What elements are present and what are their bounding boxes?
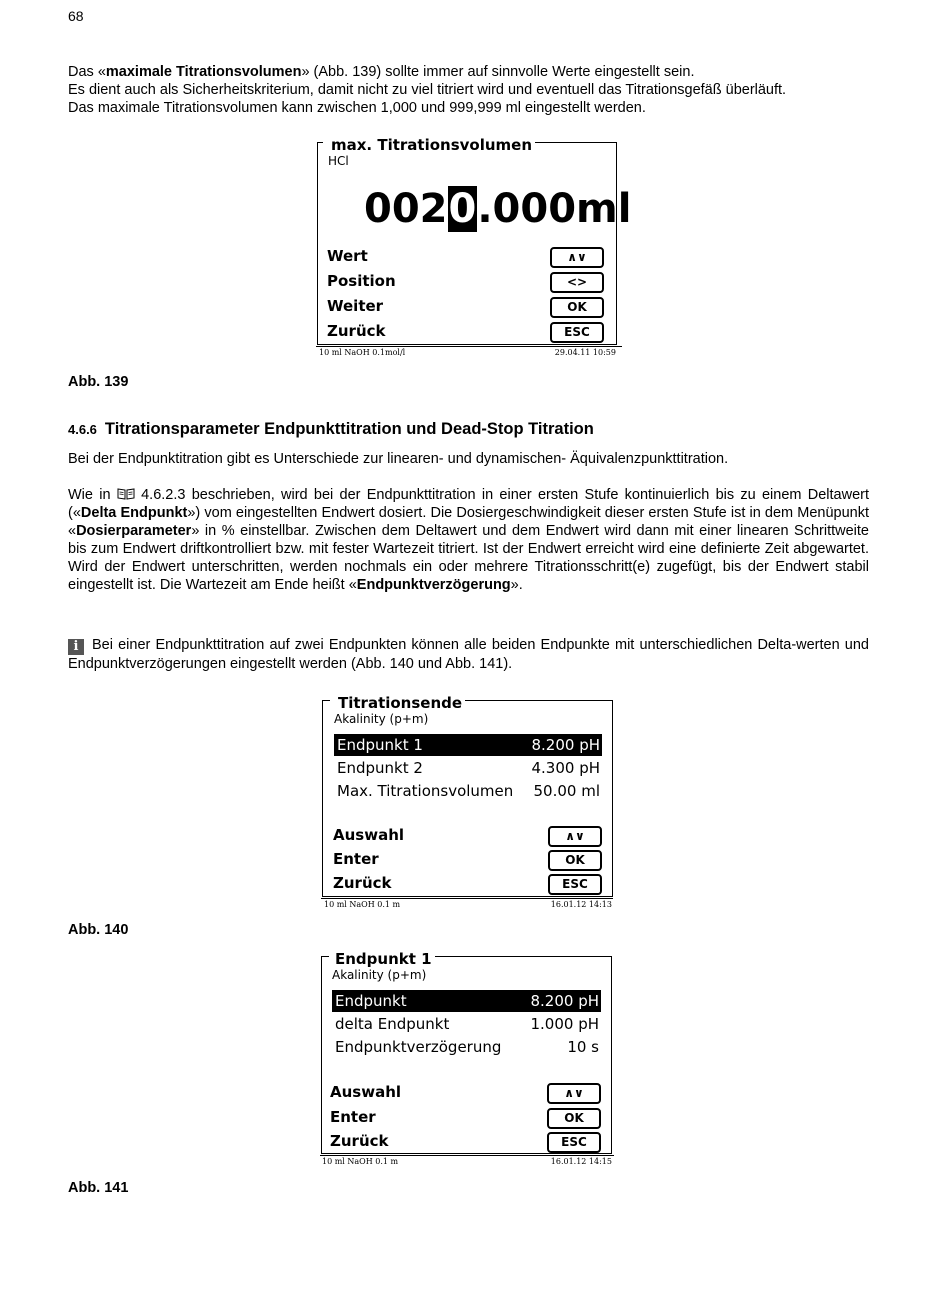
status-left: 10 ml NaOH 0.1mol/l [319, 348, 406, 357]
esc-key[interactable]: ESC [550, 322, 604, 343]
page-number: 68 [68, 8, 84, 24]
volume-value: 0020.000ml [364, 186, 632, 232]
screen-subtitle: HCl [328, 154, 349, 168]
device-screen-max-volume [316, 136, 632, 362]
list-item-endpunkt-1[interactable]: Endpunkt 1 8.200 pH [334, 734, 602, 756]
screen-subtitle: Akalinity (p+m) [334, 712, 429, 726]
status-right: 29.04.11 10:59 [554, 348, 616, 357]
esc-key[interactable]: ESC [547, 1132, 601, 1153]
cursor-digit: 0 [448, 186, 477, 232]
ok-key[interactable]: OK [550, 297, 604, 318]
screen-title: Endpunkt 1 [332, 950, 435, 968]
ok-key[interactable]: OK [547, 1108, 601, 1129]
menu-label-zurueck: Zurück [330, 1132, 389, 1150]
paragraph-2: Wie in 4.6.2.3 beschrieben, wird bei der Endpunkttitration in einer ersten Stufe kontinuierlich bis zu einem Deltawert («Delta Endpunkt») vom eingestellten Endwert dosiert. Die Dosiergeschwindigkeit dieser ersten Stufe ist in dem Menüpunkt «Dosierparameter» in % einstellbar. Zwischen dem Deltawert und dem Endwert wird dann mit einer linearen Schrittweite bis zum Endwert driftkontrolliert bzw. mit fester Wartezeit titriert. Ist der Endwert erreicht wird eine definierte Zeit abgewartet. Wird der Endwert unterschritten, werden nochmals ein oder mehrere Titrationsschritt(e) zugefügt, bis der Endwert stabil eingestellt ist. Die Wartezeit am Ende heißt «Endpunktverzögerung». [68, 487, 869, 593]
book-icon [117, 488, 135, 500]
info-icon: i [68, 639, 84, 655]
list-item-endpunkt[interactable]: Endpunkt 8.200 pH [332, 990, 601, 1012]
left-right-key[interactable]: <> [550, 272, 604, 293]
menu-label-enter: Enter [330, 1108, 376, 1126]
caption-abb-141: Abb. 141 [68, 1180, 129, 1196]
up-down-key[interactable]: ∧∨ [547, 1083, 601, 1104]
status-right: 16.01.12 14:15 [550, 1157, 612, 1166]
device-screen-titrationsende [321, 694, 615, 912]
esc-key[interactable]: ESC [548, 874, 602, 895]
intro-paragraph [68, 63, 869, 117]
device-screen-endpunkt-1 [320, 950, 614, 1170]
paragraph-1: Bei der Endpunktitration gibt es Unterschiede zur linearen- und dynamischen- Äquivalenzpunkttitration. [68, 451, 729, 467]
status-left: 10 ml NaOH 0.1 m [322, 1157, 399, 1166]
status-right: 16.01.12 14:13 [550, 900, 612, 909]
menu-label-auswahl: Auswahl [333, 826, 405, 844]
screen-subtitle: Akalinity (p+m) [332, 968, 427, 982]
up-down-key[interactable]: ∧∨ [550, 247, 604, 268]
menu-label-auswahl: Auswahl [330, 1083, 402, 1101]
screen-title: Titrationsende [335, 694, 465, 712]
intro-line-1: Das «maximale Titrationsvolumen» (Abb. 139) sollte immer auf sinnvolle Werte eingestellt sein. [68, 64, 695, 80]
intro-line-3: Das maximale Titrationsvolumen kann zwischen 1,000 und 999,999 ml eingestellt werden. [68, 100, 646, 116]
screen-title: max. Titrationsvolumen [328, 136, 535, 154]
caption-abb-139: Abb. 139 [68, 374, 129, 390]
list-item-delta-endpunkt[interactable]: delta Endpunkt 1.000 pH [335, 1015, 599, 1033]
menu-label-position: Position [327, 272, 396, 290]
info-note: i Bei einer Endpunkttitration auf zwei Endpunkten können alle beiden Endpunkte mit unterschiedlichen Delta-werten und Endpunktverzögerungen eingestellt werden (Abb. 140 und Abb. 141). [68, 637, 869, 672]
section-heading: 4.6.6 Titrationsparameter Endpunkttitration und Dead-Stop Titration [68, 420, 594, 438]
intro-line-2: Es dient auch als Sicherheitskriterium, damit nicht zu viel titriert wird und eventuell das Titrationsgefäß überläuft. [68, 82, 787, 98]
menu-label-zurueck: Zurück [333, 874, 392, 892]
caption-abb-140: Abb. 140 [68, 922, 129, 938]
list-item-endpunkt-2[interactable]: Endpunkt 2 4.300 pH [337, 759, 600, 777]
ok-key[interactable]: OK [548, 850, 602, 871]
list-item-endpunktverzoegerung[interactable]: Endpunktverzögerung 10 s [335, 1038, 599, 1056]
status-left: 10 ml NaOH 0.1 m [324, 900, 401, 909]
up-down-key[interactable]: ∧∨ [548, 826, 602, 847]
menu-label-enter: Enter [333, 850, 379, 868]
menu-label-weiter: Weiter [327, 297, 384, 315]
list-item-max-volume[interactable]: Max. Titrationsvolumen 50.00 ml [337, 782, 600, 800]
menu-label-zurueck: Zurück [327, 322, 386, 340]
menu-label-wert: Wert [327, 247, 368, 265]
